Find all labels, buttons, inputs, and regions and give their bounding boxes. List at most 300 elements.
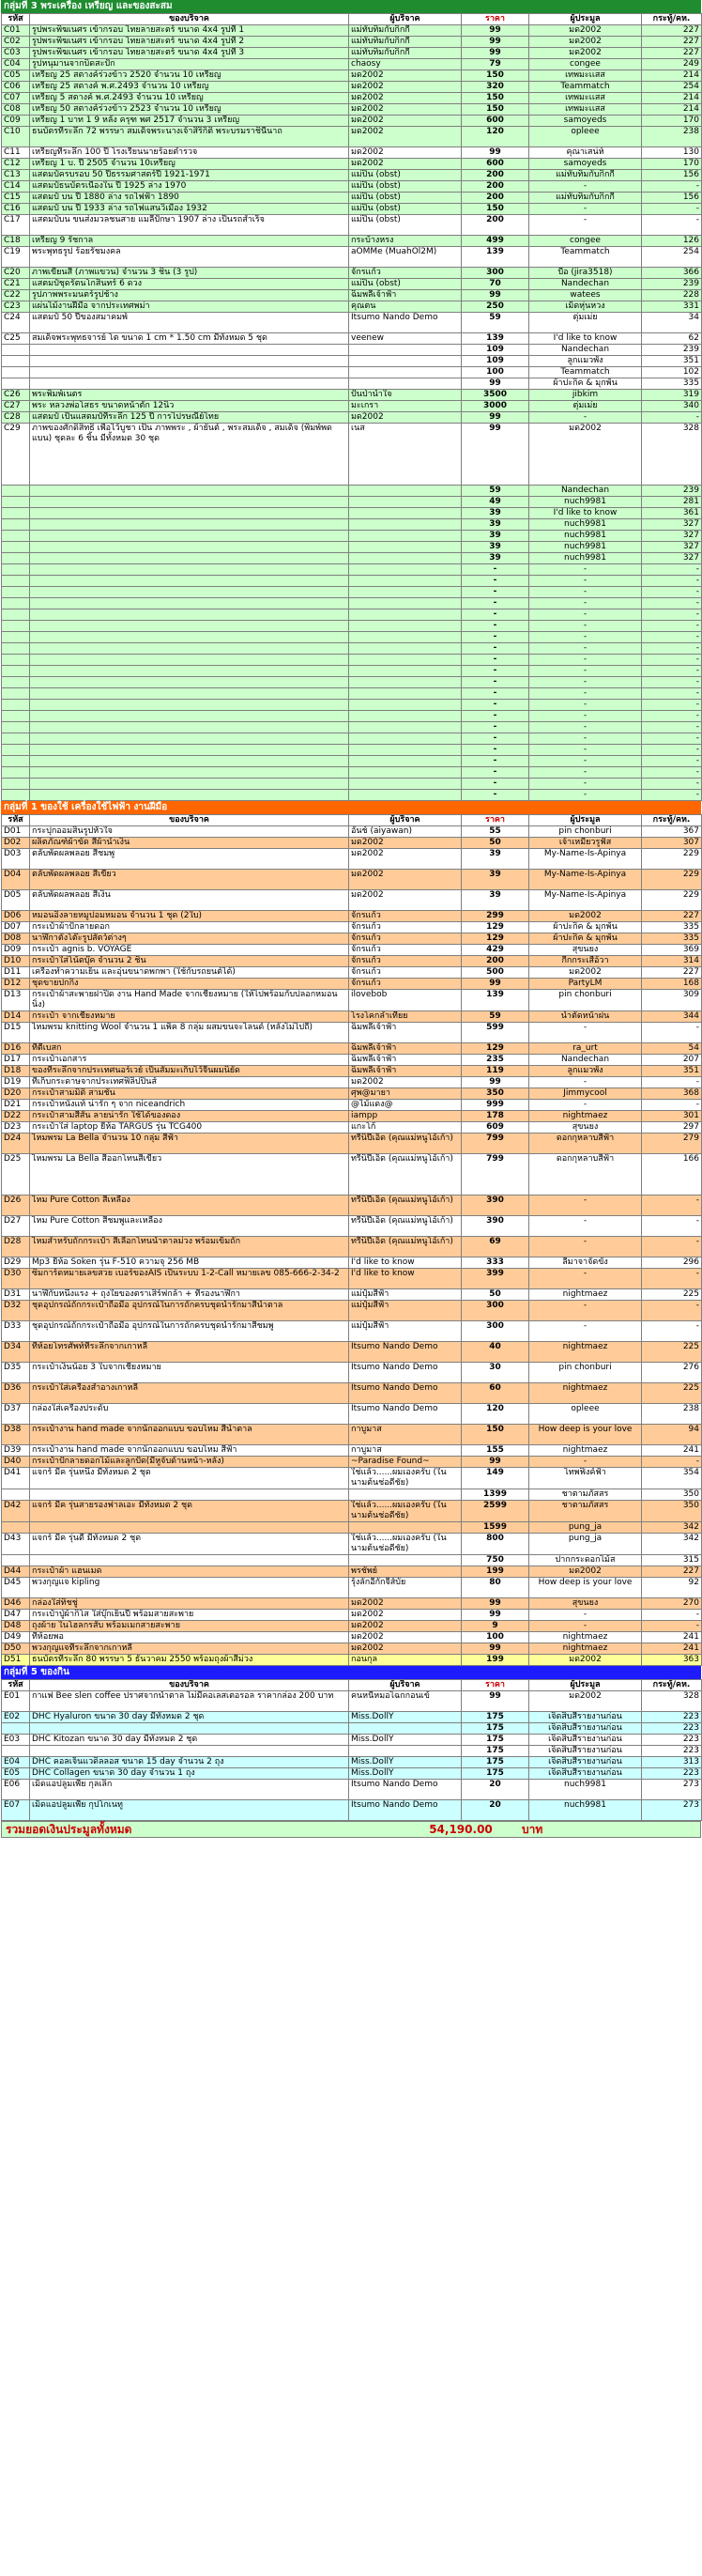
buyer-name: nightmaez	[529, 1643, 642, 1655]
buyer-name: ลูกแมวพั้ง	[529, 356, 642, 367]
item-code: D41	[2, 1468, 30, 1489]
webboard-ref: 350	[642, 1489, 702, 1501]
buyer-name: -	[529, 643, 642, 655]
item-name: เหรียญ 25 สตางค์ร่วงข้าว 2520 จำนวน 10 เหรียญ	[30, 70, 349, 82]
price-value: 59	[462, 313, 529, 333]
table-row	[2, 1457, 702, 1468]
buyer-name: -	[529, 756, 642, 767]
item-name: พระ หลวงพ่อโสธร ขนาดหน้าตัก 12นิ้ว	[30, 401, 349, 412]
header-price: ราคา	[462, 14, 529, 25]
donor-name: แม่ปิ่น (obst)	[349, 215, 462, 236]
table-row	[2, 1077, 702, 1088]
table-row	[2, 1342, 702, 1363]
webboard-ref: 223	[642, 1712, 702, 1723]
item-code: D49	[2, 1632, 30, 1643]
webboard-ref: 92	[642, 1578, 702, 1598]
table-row	[2, 922, 702, 933]
buyer-name: -	[529, 1457, 642, 1468]
buyer-name: watees	[529, 290, 642, 301]
item-code: D11	[2, 967, 30, 979]
item-name: กระปุกออมสินรูปหัวใจ	[30, 826, 349, 838]
item-name	[30, 1555, 349, 1566]
buyer-name: -	[529, 1301, 642, 1321]
price-value: 150	[462, 93, 529, 104]
donor-name: ทรีนิปีเอ็ด (คุณแม่หนูโอ้เก้า)	[349, 1134, 462, 1154]
price-value: 99	[462, 1691, 529, 1712]
buyer-name: ตุ่มเม่ย	[529, 313, 642, 333]
donor-name: แม่ปิ่น (obst)	[349, 193, 462, 204]
table-row	[2, 1501, 702, 1522]
price-value: -	[462, 688, 529, 700]
table-row	[2, 911, 702, 922]
webboard-ref: -	[642, 576, 702, 587]
price-value: 199	[462, 1566, 529, 1578]
donor-name: ฉิมพลีเจ้าฟ้า	[349, 1043, 462, 1055]
webboard-ref: 335	[642, 378, 702, 390]
price-value: -	[462, 767, 529, 779]
item-name: เม็ดแอปลูมเพีย กุลเลิก	[30, 1780, 349, 1800]
price-value: 129	[462, 922, 529, 933]
table-row	[2, 1404, 702, 1425]
price-value: 350	[462, 1088, 529, 1100]
item-name	[30, 666, 349, 677]
item-name: ไหมพรม La Bella สีออกโทนสีเขียว	[30, 1154, 349, 1195]
table-row	[2, 576, 702, 587]
table-row	[2, 956, 702, 967]
table-row	[2, 1621, 702, 1632]
price-value: 129	[462, 933, 529, 945]
table-row	[2, 967, 702, 979]
donor-name	[349, 587, 462, 598]
item-name	[30, 378, 349, 390]
table-row	[2, 1088, 702, 1100]
webboard-ref: -	[642, 1023, 702, 1043]
price-value: 175	[462, 1768, 529, 1780]
item-name: แสตมป์ 50 ปีของสมาคมพ์	[30, 313, 349, 333]
item-code: C10	[2, 127, 30, 147]
buyer-name: เจิดสิบสีรายงานก่อน	[529, 1757, 642, 1768]
price-value: 320	[462, 82, 529, 93]
webboard-ref: 367	[642, 826, 702, 838]
webboard-ref: 228	[642, 290, 702, 301]
buyer-name: nuch9981	[529, 531, 642, 542]
webboard-ref: 344	[642, 1011, 702, 1023]
item-name: เหรียญ 1 บาท 1 9 หลัง ครุฑ พศ 2517 จำนวน 3 เหรียญ	[30, 116, 349, 127]
price-value: 120	[462, 1404, 529, 1425]
webboard-ref: 225	[642, 1383, 702, 1404]
table-row	[2, 59, 702, 70]
table-row	[2, 215, 702, 236]
item-code: D40	[2, 1457, 30, 1468]
table-row	[2, 666, 702, 677]
table-row	[2, 643, 702, 655]
item-name	[30, 722, 349, 733]
webboard-ref: -	[642, 632, 702, 643]
webboard-ref: 62	[642, 333, 702, 345]
table-row	[2, 333, 702, 345]
item-name: แสตมป์ชุดรัตนโกสินทร์ 6 ดวง	[30, 279, 349, 290]
donor-name	[349, 1746, 462, 1757]
webboard-ref: 54	[642, 1043, 702, 1055]
table-row	[2, 1321, 702, 1342]
item-name: กระเป๋าสามสีสัน ลายน่ารัก ใช้ได้ของดอง	[30, 1111, 349, 1122]
header-donor: ผู้บริจาค	[349, 815, 462, 826]
donor-name: แม่ปุ๋มสีฟ้า	[349, 1301, 462, 1321]
webboard-ref: 279	[642, 1134, 702, 1154]
webboard-ref: -	[642, 1301, 702, 1321]
webboard-ref: 156	[642, 193, 702, 204]
webboard-ref: 342	[642, 1534, 702, 1555]
donor-name: มด2002	[349, 104, 462, 116]
buyer-name: -	[529, 215, 642, 236]
webboard-ref: 368	[642, 1088, 702, 1100]
item-code: D13	[2, 990, 30, 1011]
table-row	[2, 367, 702, 378]
buyer-name: Teammatch	[529, 247, 642, 268]
webboard-ref: -	[642, 1621, 702, 1632]
buyer-name: How deep is your love	[529, 1578, 642, 1598]
item-name: ไหม Pure Cotton สีเหลือง	[30, 1195, 349, 1216]
buyer-name: -	[529, 1269, 642, 1289]
price-value: 499	[462, 236, 529, 247]
buyer-name: -	[529, 733, 642, 745]
table-row	[2, 598, 702, 609]
donor-name: มด2002	[349, 890, 462, 911]
item-code: D19	[2, 1077, 30, 1088]
webboard-ref: 227	[642, 911, 702, 922]
price-value: 200	[462, 193, 529, 204]
price-value: 70	[462, 279, 529, 290]
table-row	[2, 1383, 702, 1404]
price-value: 39	[462, 849, 529, 870]
item-name: กระเป๋าปักลายดอกไม้และลูกปัด(มีหูจับด้านหน้า-หลัง)	[30, 1457, 349, 1468]
buyer-name: -	[529, 587, 642, 598]
buyer-name: ลูกแมวพั้ง	[529, 1066, 642, 1077]
price-value: -	[462, 779, 529, 790]
item-name: ที่ตีเบสก	[30, 1043, 349, 1055]
item-code: D18	[2, 1066, 30, 1077]
donor-name	[349, 356, 462, 367]
table-row	[2, 519, 702, 531]
item-name	[30, 643, 349, 655]
price-value: 99	[462, 378, 529, 390]
table-row	[2, 1195, 702, 1216]
webboard-ref: -	[642, 1100, 702, 1111]
donor-name: aOMMe (MuahOl2M)	[349, 247, 462, 268]
item-name: กระเป๋าใส่เครื่องสำอางเกาหลี	[30, 1383, 349, 1404]
table-row	[2, 25, 702, 37]
table-row	[2, 990, 702, 1011]
webboard-ref: 223	[642, 1735, 702, 1746]
item-code	[2, 367, 30, 378]
item-name: กระเป๋าปู่ผ้ากิโส ใส่บุ๊กเย็นปี พร้อมสายสะพาย	[30, 1610, 349, 1621]
price-value: 178	[462, 1111, 529, 1122]
buyer-name: เจิดสิบสีรายงานก่อน	[529, 1735, 642, 1746]
item-code: C26	[2, 390, 30, 401]
buyer-name: My-Name-Is-Apinya	[529, 870, 642, 890]
price-value: -	[462, 609, 529, 621]
item-code	[2, 598, 30, 609]
item-name: กระเป๋าเงินน้อย 3 ใบจากเชียงหมาย	[30, 1363, 349, 1383]
donor-name: ทรีนิปีเอ็ด (คุณแม่หนูโอ้เก้า)	[349, 1237, 462, 1257]
item-code: C15	[2, 193, 30, 204]
buyer-name: pung_ja	[529, 1522, 642, 1534]
table-row	[2, 609, 702, 621]
webboard-ref: 313	[642, 1757, 702, 1768]
item-name	[30, 745, 349, 756]
donor-name: แม่ปิ่น (obst)	[349, 170, 462, 181]
webboard-ref: -	[642, 779, 702, 790]
buyer-name: น้ำตัดหน้าฝน	[529, 1011, 642, 1023]
buyer-name: congee	[529, 236, 642, 247]
donor-name: กาบูมาส	[349, 1445, 462, 1457]
webboard-ref: 296	[642, 1257, 702, 1269]
webboard-ref: 241	[642, 1445, 702, 1457]
donor-name: แกะโก้	[349, 1122, 462, 1134]
donor-name: มะเกรา	[349, 401, 462, 412]
price-value: 150	[462, 1425, 529, 1445]
donor-name: จักรแก้ว	[349, 268, 462, 279]
price-value: 175	[462, 1712, 529, 1723]
buyer-name: มด2002	[529, 911, 642, 922]
price-value: -	[462, 587, 529, 598]
table-row	[2, 1632, 702, 1643]
webboard-ref: -	[642, 564, 702, 576]
webboard-ref: -	[642, 711, 702, 722]
item-name: กาแฟ Bee slen coffee ปราศจากน้ำตาล ไม่มีคอเลสเตอรอล ราคากล่อง 200 บาท	[30, 1691, 349, 1712]
price-value: 99	[462, 25, 529, 37]
buyer-name: เม็ดหุ่นหวง	[529, 301, 642, 313]
buyer-name: สุขนยง	[529, 945, 642, 956]
price-value: 155	[462, 1445, 529, 1457]
price-value: 390	[462, 1195, 529, 1216]
buyer-name: nuch9981	[529, 1800, 642, 1821]
buyer-name: เจิดสิบสีรายงานก่อน	[529, 1723, 642, 1735]
price-value: 99	[462, 1077, 529, 1088]
item-code: D10	[2, 956, 30, 967]
donor-name: จักรแก้ว	[349, 967, 462, 979]
donor-name: แม่ปิ่น (obst)	[349, 204, 462, 215]
item-name: หมอนอิงลายหมูปอมหมอน จำนวน 1 ชุด (2ใบ)	[30, 911, 349, 922]
table-row	[2, 236, 702, 247]
price-value: 3500	[462, 390, 529, 401]
item-code: D20	[2, 1088, 30, 1100]
price-value: 100	[462, 367, 529, 378]
grand-total-label: รวมยอดเงินประมูลทั้งหมด	[6, 1822, 132, 1836]
buyer-name: PartyLM	[529, 979, 642, 990]
price-value: 40	[462, 1342, 529, 1363]
table-row	[2, 1534, 702, 1555]
item-code: D06	[2, 911, 30, 922]
webboard-ref: 273	[642, 1800, 702, 1821]
donor-name	[349, 497, 462, 508]
item-code: C20	[2, 268, 30, 279]
buyer-name: -	[529, 666, 642, 677]
webboard-ref: 227	[642, 25, 702, 37]
donor-name: ใช่แล้ว......ผมเองครับ (ในนามต้นช่อดีชัย)	[349, 1501, 462, 1522]
price-value: 200	[462, 956, 529, 967]
webboard-ref: 366	[642, 268, 702, 279]
table-row	[2, 1122, 702, 1134]
table-row	[2, 1643, 702, 1655]
donor-name	[349, 688, 462, 700]
webboard-ref: -	[642, 643, 702, 655]
webboard-ref: -	[642, 598, 702, 609]
price-value: 175	[462, 1757, 529, 1768]
donor-name: แม่ทับทิมกับกิ๊กกี๊	[349, 37, 462, 48]
price-value: 429	[462, 945, 529, 956]
buyer-name: pin chonburi	[529, 990, 642, 1011]
webboard-ref: 331	[642, 301, 702, 313]
item-code: C25	[2, 333, 30, 345]
table-row	[2, 181, 702, 193]
item-name: ที่เก็บกระดาษจากประเทศฟิลิปปินส์	[30, 1077, 349, 1088]
buyer-name: แม่ทับทิมกับกิ๊กกี๊	[529, 170, 642, 181]
donor-name	[349, 1522, 462, 1534]
price-value: 300	[462, 1301, 529, 1321]
buyer-name: Nandechan	[529, 1055, 642, 1066]
donor-name: Itsumo Nando Demo	[349, 1363, 462, 1383]
item-name: ผลิตภัณฑ์ผ้าขัด สีผ้าน้ำเงิน	[30, 838, 349, 849]
price-value: 799	[462, 1154, 529, 1195]
item-code: E06	[2, 1780, 30, 1800]
table-row	[2, 945, 702, 956]
item-name	[30, 655, 349, 666]
item-code: D12	[2, 979, 30, 990]
donor-name: Itsumo Nando Demo	[349, 1342, 462, 1363]
webboard-ref: 254	[642, 247, 702, 268]
header-code: รหัส	[2, 815, 30, 826]
item-code: C16	[2, 204, 30, 215]
price-value: 300	[462, 268, 529, 279]
item-name: กระเป๋าใส่ laptop ยี่ห้อ TARGUS รุ่น TCG400	[30, 1122, 349, 1134]
table-row	[2, 1023, 702, 1043]
price-value: 39	[462, 553, 529, 564]
section-title: กลุ่มที่ 3 พระเครื่อง เหรียญ และของสะสม	[1, 0, 701, 13]
item-name: DHC Collagen ขนาด 30 day จำนวน 1 ถุง	[30, 1768, 349, 1780]
buyer-name: -	[529, 181, 642, 193]
item-name: ไหมสำหรับถักกระเป๋า สีเลือกโทนน้ำตาลม่วง พร้อมเข็มถัก	[30, 1237, 349, 1257]
item-name: นาฬิกับหนึ่งแรง + ถุงใยของตราเสิร์ฟกล้า + ที่รองนาฬิกา	[30, 1289, 349, 1301]
table-row	[2, 1468, 702, 1489]
table-row	[2, 1723, 702, 1735]
item-code: D17	[2, 1055, 30, 1066]
price-value: -	[462, 733, 529, 745]
item-code: E03	[2, 1735, 30, 1746]
price-value: -	[462, 598, 529, 609]
item-name: กระเป๋าใส่โน้ตบุ๊ค จำนวน 2 ชิ้น	[30, 956, 349, 967]
buyer-name: I'd like to know	[529, 508, 642, 519]
webboard-ref: -	[642, 1237, 702, 1257]
price-value: -	[462, 756, 529, 767]
webboard-ref: 102	[642, 367, 702, 378]
item-code	[2, 733, 30, 745]
price-value: 9	[462, 1621, 529, 1632]
price-value: -	[462, 745, 529, 756]
webboard-ref: -	[642, 587, 702, 598]
webboard-ref: 227	[642, 48, 702, 59]
item-code: D24	[2, 1134, 30, 1154]
buyer-name: nightmaez	[529, 1632, 642, 1643]
section-title: กลุ่มที่ 1 ของใช้ เครื่องใช้ไฟฟ้า งานฝีมือ	[1, 801, 701, 814]
donor-name: Itsumo Nando Demo	[349, 1383, 462, 1404]
buyer-name: มด2002	[529, 967, 642, 979]
item-name	[30, 688, 349, 700]
buyer-name: nightmaez	[529, 1383, 642, 1404]
price-value: -	[462, 790, 529, 801]
webboard-ref: 327	[642, 531, 702, 542]
item-name	[30, 1489, 349, 1501]
price-value: 600	[462, 116, 529, 127]
price-value: -	[462, 655, 529, 666]
webboard-ref: 166	[642, 1154, 702, 1195]
price-value: -	[462, 621, 529, 632]
webboard-ref: -	[642, 412, 702, 424]
webboard-ref: 241	[642, 1632, 702, 1643]
item-name	[30, 1522, 349, 1534]
donor-name	[349, 564, 462, 576]
price-value: 99	[462, 1610, 529, 1621]
table-row	[2, 1489, 702, 1501]
webboard-ref: 94	[642, 1425, 702, 1445]
price-value: 39	[462, 542, 529, 553]
price-value: -	[462, 700, 529, 711]
item-name: ชุดอุปกรณ์ถักกระเป๋าถือมือ อุปกรณ์ในการถักครบชุดนำรักมาสีชมพู	[30, 1321, 349, 1342]
item-code: D35	[2, 1363, 30, 1383]
table-row	[2, 1445, 702, 1457]
item-name	[30, 711, 349, 722]
item-code: D45	[2, 1578, 30, 1598]
item-name	[30, 519, 349, 531]
table-row	[2, 826, 702, 838]
item-name: ถุงผ้าย ในโฮลกรสับ พร้อมเมกสายสะพาย	[30, 1621, 349, 1632]
item-code	[2, 621, 30, 632]
donor-name: iampp	[349, 1111, 462, 1122]
price-value: 149	[462, 1468, 529, 1489]
donor-name	[349, 711, 462, 722]
item-name: เหรียญ 25 สตางค์ พ.ศ.2493 จำนวน 10 เหรียญ	[30, 82, 349, 93]
buyer-name: เจิดสิบสีรายงานก่อน	[529, 1712, 642, 1723]
item-name: แสตมป์ธนบัตรเนื่องใน ปี 1925 ล่าง 1970	[30, 181, 349, 193]
price-value: 39	[462, 519, 529, 531]
table-row	[2, 345, 702, 356]
table-row	[2, 313, 702, 333]
donor-name: มด2002	[349, 1643, 462, 1655]
table-row	[2, 1691, 702, 1712]
item-code	[2, 711, 30, 722]
item-code: D51	[2, 1655, 30, 1666]
webboard-ref: 328	[642, 424, 702, 486]
table-row	[2, 93, 702, 104]
donor-name: แม่ปิ่น (obst)	[349, 181, 462, 193]
buyer-name: nightmaez	[529, 1111, 642, 1122]
donor-name	[349, 1555, 462, 1566]
donor-name: chaosy	[349, 59, 462, 70]
item-code: C24	[2, 313, 30, 333]
item-name: แผ่นไม้งานฝีมือ จากประเทศพม่า	[30, 301, 349, 313]
item-name: รูปพระพิฆเนศร เข้ากรอบ ไทยลายสะตร์ ขนาด 4x4 รูปที่ 1	[30, 25, 349, 37]
buyer-name: ลีมาจาจัดขั้ง	[529, 1257, 642, 1269]
item-name: DHC Kitozan ขนาด 30 day มีทั้งหมด 2 ชุด	[30, 1735, 349, 1746]
price-value: 175	[462, 1746, 529, 1757]
item-code	[2, 576, 30, 587]
item-code: D01	[2, 826, 30, 838]
table-row	[2, 979, 702, 990]
table-row	[2, 790, 702, 801]
table-row	[2, 655, 702, 666]
buyer-name: -	[529, 1100, 642, 1111]
table-row	[2, 1610, 702, 1621]
